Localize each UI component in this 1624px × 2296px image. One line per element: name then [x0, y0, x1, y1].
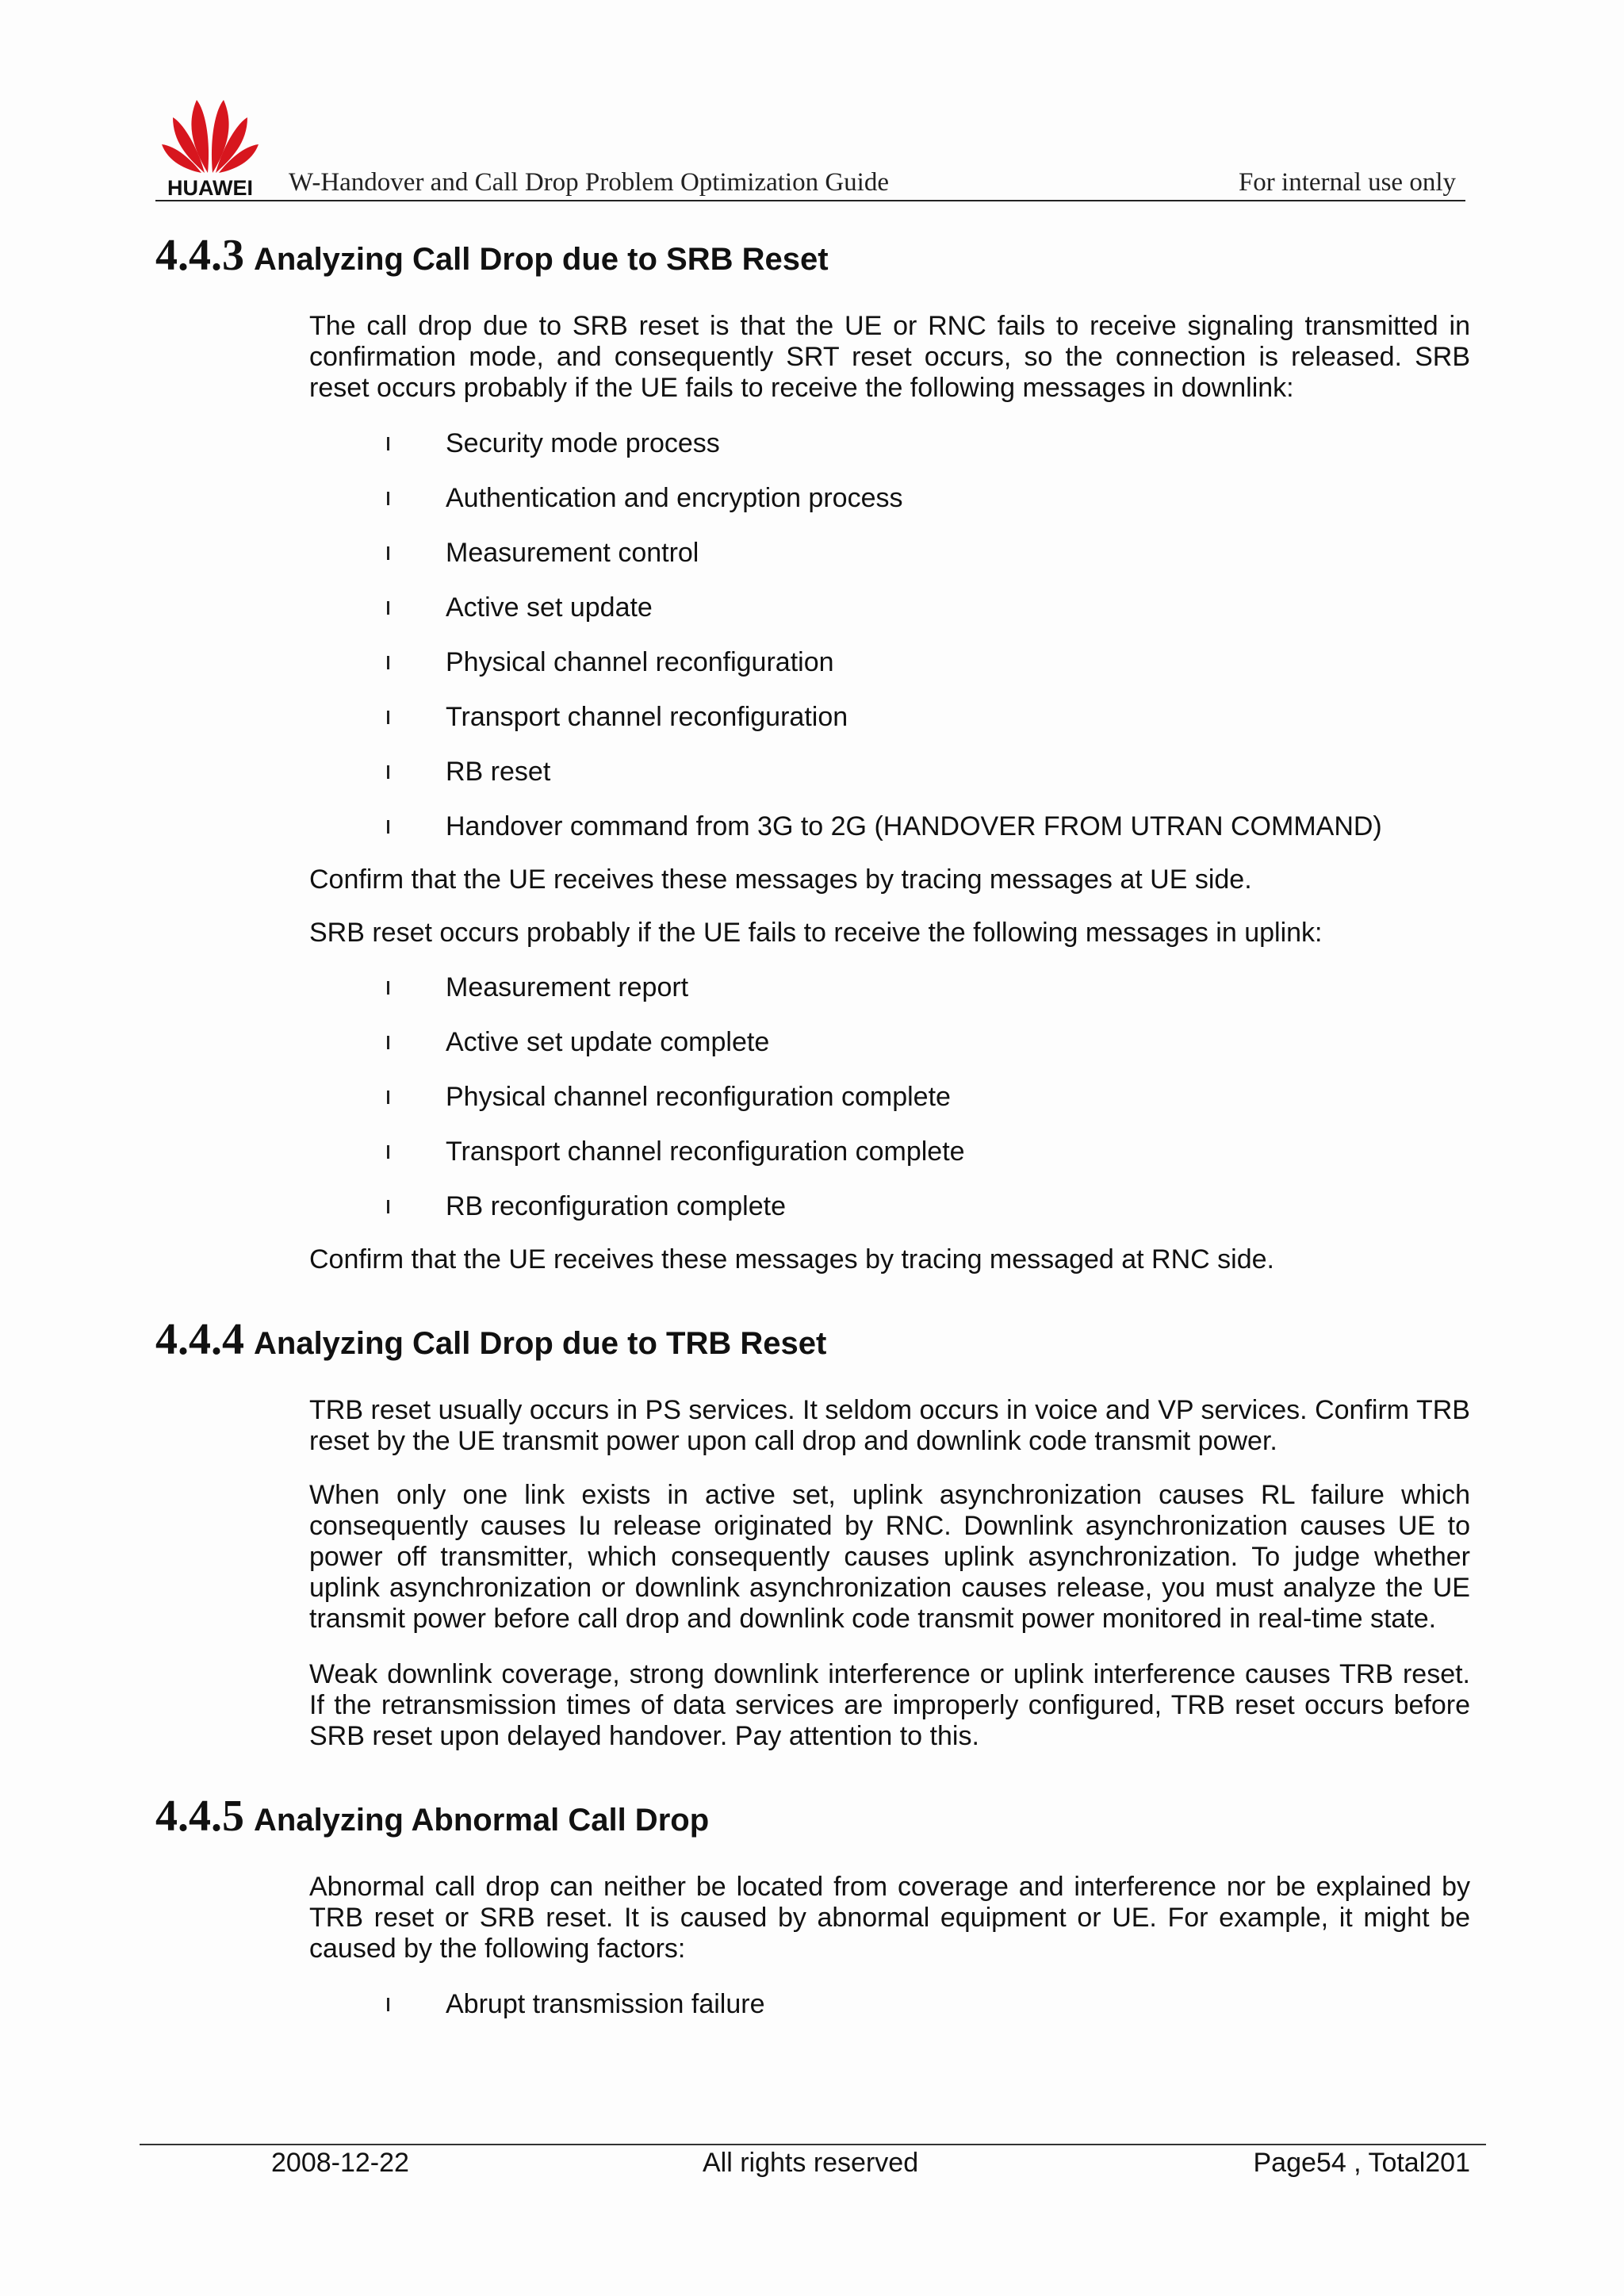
- footer-rule: [140, 2144, 1486, 2145]
- section-title: Analyzing Call Drop due to SRB Reset: [254, 242, 829, 277]
- section-title: Analyzing Abnormal Call Drop: [254, 1803, 710, 1838]
- bullet-mark: [387, 1091, 389, 1104]
- huawei-logo-icon: [162, 94, 259, 174]
- section-number: 4.4.3: [155, 231, 244, 280]
- uplink-intro-text: SRB reset occurs probably if the UE fails to receive the following messages in uplink:: [309, 918, 1323, 948]
- section-heading-4-4-4: [155, 1314, 826, 1365]
- trb-paragraph-3: Weak downlink coverage, strong downlink interference or uplink interference causes TRB reset. If the retransmission times of data services are improperly configured, TRB reset occurs before SRB reset upon delayed handover. Pay attention to this.: [309, 1659, 1470, 1751]
- trb-paragraph-2: When only one link exists in active set, uplink asynchronization causes RL failure which consequently causes Iu release originated by RNC. Downlink asynchronization causes UE to power off transmitter, which consequently causes uplink asynchronization. To judge whether uplink asynchronization or downlink asynchronization causes release, you must analyze the UE transmit power before call drop and downlink code transmit power monitored in real-time state.: [309, 1480, 1470, 1634]
- document-page: HUAWEI W-Handover and Call Drop Problem Optimization Guide For internal use only 4.4.3 Analyzing Call Drop due to SRB Reset The call drop due to SRB reset is that the UE or RNC fails to receive signaling transmitted in confirmation mode, and consequently SRT reset occurs, so the connection is released. SRB reset occurs probably if the UE fails to receive the following messages in downlink: Security mode process Authentication and encryption process Measurement control Active set update Physical channel reconfiguration Transport channel reconfiguration RB reset Handover command from 3G to 2G (HANDOVER FROM UTRAN COMMAND) Confirm that the UE receives these messages by tracing messages at UE side. SRB reset occurs probably if the UE fails to receive the following messages in uplink: Measurement report Active set update complete Physical channel reconfiguration complete Transport channel reconfiguration complete RB reconfiguration complete Confirm that the UE receives these messages by tracing messaged at RNC side. 4.4.4 Analyzing Call Drop due to TRB Reset TRB reset usually occurs in PS services. It seldom occurs in voice and VP services. Confirm TRB reset by the UE transmit power upon call drop and downlink code transmit power. When only one link exists in active set, uplink asynchronization causes RL failure which consequently causes Iu release originated by RNC. Downlink asynchronization causes UE to power off transmitter, which consequently causes uplink asynchronization. To judge whether uplink asynchronization or downlink asynchronization causes release, you must analyze the UE transmit power before call drop and downlink code transmit power monitored in real-time state. Weak downlink coverage, strong downlink interference or uplink interference causes TRB reset. If the retransmission times of data services are improperly configured, TRB reset occurs before SRB reset upon delayed handover. Pay attention to this. 4.4.5 Analyzing Abnormal Call Drop Abnormal call drop can neither be located from coverage and interference nor be explained by TRB reset or SRB reset. It is caused by abnormal equipment or UE. For example, it might be caused by the following factors: Abrupt transmission failure 2008-12-22 All rights reserved Page54 , Total201: [0, 0, 1624, 2296]
- bullet-mark: [387, 492, 389, 505]
- bullet-mark: [387, 546, 389, 560]
- bullet-mark: [387, 1998, 389, 2011]
- section-heading-4-4-3: [155, 230, 829, 281]
- section-heading-4-4-5: [155, 1791, 709, 1842]
- confirm-uplink-text: Confirm that the UE receives these messages by tracing messaged at RNC side.: [309, 1244, 1274, 1274]
- bullet-mark: [387, 820, 389, 834]
- classification-label: For internal use only: [1238, 168, 1456, 197]
- abnormal-intro-paragraph: Abnormal call drop can neither be located from coverage and interference nor be explained by TRB reset or SRB reset. It is caused by abnormal equipment or UE. For example, it might be caused by the following factors:: [309, 1872, 1470, 1964]
- bullet-mark: [387, 711, 389, 724]
- header-rule: [155, 200, 1465, 201]
- bullet-mark: [387, 656, 389, 669]
- section-number: 4.4.4: [155, 1315, 244, 1364]
- section-number: 4.4.5: [155, 1792, 244, 1841]
- bullet-mark: [387, 601, 389, 615]
- document-title: W-Handover and Call Drop Problem Optimization Guide: [289, 168, 890, 197]
- section-title: Analyzing Call Drop due to TRB Reset: [254, 1326, 827, 1361]
- footer-rights: All rights reserved: [703, 2148, 919, 2178]
- bullet-mark: [387, 1145, 389, 1159]
- bullet-mark: [387, 765, 389, 779]
- bullet-mark: [387, 1036, 389, 1049]
- srb-intro-paragraph: The call drop due to SRB reset is that the UE or RNC fails to receive signaling transmitted in confirmation mode, and consequently SRT reset occurs, so the connection is released. SRB reset occurs probably if the UE fails to receive the following messages in downlink:: [309, 311, 1470, 403]
- trb-paragraph-1: TRB reset usually occurs in PS services. It seldom occurs in voice and VP services. Confirm TRB reset by the UE transmit power upon call drop and downlink code transmit power.: [309, 1395, 1470, 1456]
- footer-page-number: Page54 , Total201: [1253, 2148, 1470, 2178]
- bullet-mark: [387, 981, 389, 995]
- footer-date: 2008-12-22: [271, 2148, 409, 2178]
- bullet-mark: [387, 437, 389, 450]
- huawei-logo: [155, 94, 265, 200]
- bullet-mark: [387, 1200, 389, 1213]
- confirm-downlink-text: Confirm that the UE receives these messages by tracing messages at UE side.: [309, 864, 1252, 895]
- logo-wordmark: HUAWEI: [167, 176, 253, 200]
